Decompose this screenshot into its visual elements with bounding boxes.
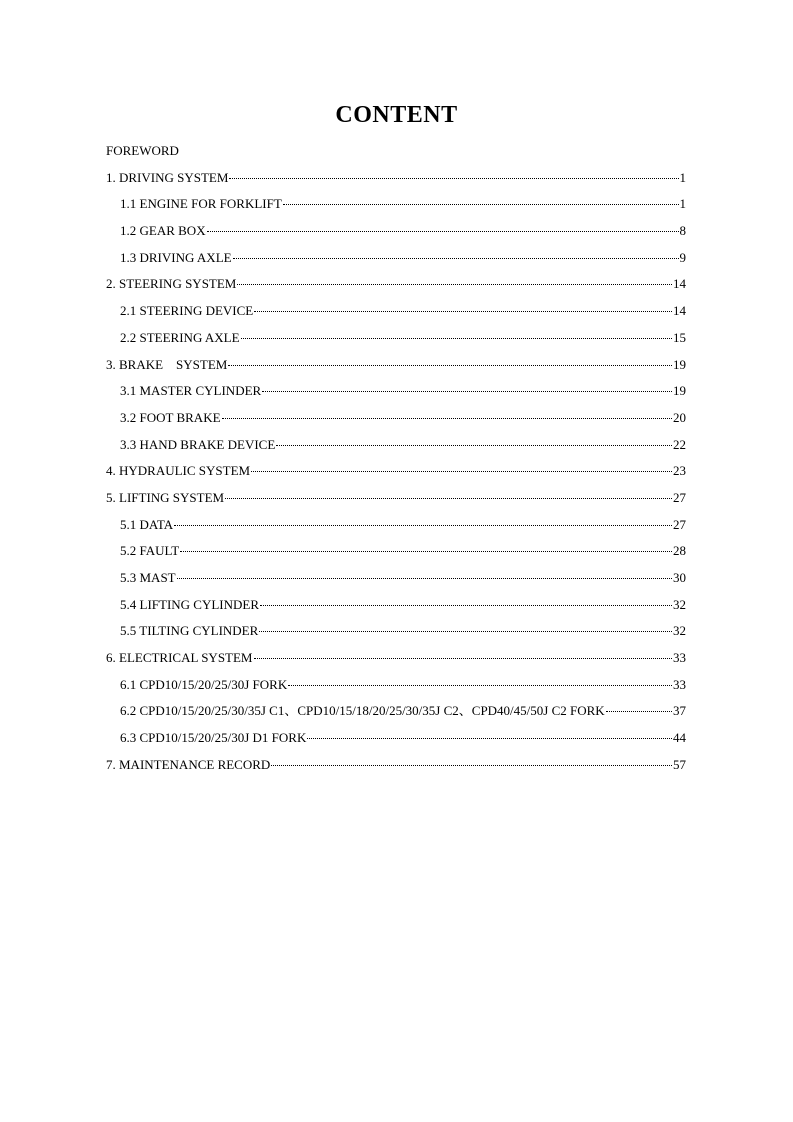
dot-leader [260, 604, 672, 606]
dot-leader [237, 283, 672, 285]
toc-entry-label: 5.5 TILTING CYLINDER [120, 623, 259, 639]
toc-entry-page-number: 19 [673, 383, 686, 399]
toc-entry-page-number: 33 [673, 676, 686, 692]
toc-entry-page-number: 22 [673, 436, 686, 452]
toc-entry-label: 1.1 ENGINE FOR FORKLIFT [120, 196, 282, 212]
toc-entry[interactable] [106, 378, 686, 405]
toc-entry-page-number: 14 [673, 303, 686, 319]
toc-entry-page-number: 20 [673, 409, 686, 425]
toc-entry[interactable] [106, 271, 686, 298]
toc-entry[interactable] [106, 565, 686, 592]
toc-entry-label: 3.2 FOOT BRAKE [120, 409, 221, 425]
dot-leader [180, 550, 672, 552]
toc-entry[interactable] [106, 698, 686, 725]
toc-entry[interactable] [106, 352, 686, 379]
toc-entry-page-number: 1 [679, 169, 686, 185]
dot-leader [233, 257, 679, 259]
toc-entry-label: 5.3 MAST [120, 570, 176, 585]
toc-entry-page-number: 8 [679, 223, 686, 239]
toc-entry-label: 1.3 DRIVING AXLE [120, 249, 232, 265]
dot-leader [241, 337, 672, 339]
dot-leader [259, 630, 672, 632]
toc-entry-label: 5.2 FAULT [120, 543, 180, 559]
toc-entry-label: 3.1 MASTER CYLINDER [120, 383, 262, 399]
toc-entry[interactable] [106, 325, 686, 352]
dot-leader [174, 524, 672, 526]
toc-entry-label: 5.4 LIFTING CYLINDER [120, 596, 260, 612]
toc-entry-label: 6.3 CPD10/15/20/25/30J D1 FORK [120, 730, 307, 746]
toc-entry-page-number: 30 [673, 570, 686, 585]
toc-entry[interactable] [106, 752, 686, 779]
toc-entry-page-number: 57 [673, 756, 686, 772]
dot-leader [251, 470, 672, 472]
toc-entry-page-number: 15 [673, 329, 686, 345]
toc-entry-label: 7. MAINTENANCE RECORD [106, 756, 271, 772]
toc-entry-page-number: 19 [673, 356, 686, 372]
toc-entry-label: 6.2 CPD10/15/20/25/30/35J C1、CPD10/15/18/20/25/30/35J C2、CPD40/45/50J C2 FORK [120, 703, 605, 719]
toc-entry-label: 2.1 STEERING DEVICE [120, 303, 254, 319]
toc-entry-label: 2.2 STEERING AXLE [120, 329, 240, 345]
dot-leader [228, 364, 672, 366]
toc-entry-label: 5. LIFTING SYSTEM [106, 489, 225, 505]
dot-leader [606, 710, 672, 712]
toc-entry-page-number: 28 [673, 543, 686, 559]
dot-leader [276, 444, 672, 446]
dot-leader [177, 577, 672, 579]
toc-entry-page-number: 27 [673, 489, 686, 505]
page-title: CONTENT [335, 102, 458, 128]
toc-entry[interactable] [106, 191, 686, 218]
toc-entry[interactable] [106, 165, 686, 192]
toc-entry-label: 2. STEERING SYSTEM [106, 276, 237, 292]
toc-entry-page-number: 23 [673, 463, 686, 479]
dot-leader [262, 390, 672, 392]
toc-entry[interactable] [106, 245, 686, 272]
toc-entry-label: 3.3 HAND BRAKE DEVICE [120, 436, 276, 452]
dot-leader [307, 737, 672, 739]
dot-leader [271, 764, 672, 766]
toc-entry[interactable] [106, 485, 686, 512]
toc-entry[interactable] [106, 672, 686, 699]
dot-leader [254, 657, 673, 659]
dot-leader [288, 684, 672, 686]
dot-leader [207, 230, 679, 232]
toc-entry-page-number: 14 [673, 276, 686, 292]
dot-leader [254, 310, 672, 312]
toc-entry[interactable] [106, 458, 686, 485]
dot-leader [225, 497, 672, 499]
toc-entry-label: 3. BRAKE SYSTEM [106, 356, 228, 372]
toc-entry-label: 6.1 CPD10/15/20/25/30J FORK [120, 676, 288, 692]
toc-entry-label: 1.2 GEAR BOX [120, 223, 206, 239]
toc-entry-page-number: 33 [673, 650, 686, 666]
toc-entry-page-number: 44 [673, 730, 686, 746]
dot-leader [222, 417, 672, 419]
dot-leader [283, 203, 679, 205]
toc-entry[interactable] [106, 432, 686, 459]
toc-entry[interactable] [106, 405, 686, 432]
toc-entry[interactable] [106, 538, 686, 565]
toc-entry[interactable] [106, 725, 686, 752]
toc-entry-page-number: 1 [679, 196, 686, 212]
toc-entry-label: 5.1 DATA [120, 516, 174, 532]
toc-entry[interactable] [106, 138, 686, 165]
toc-entry-label: FOREWORD [106, 143, 179, 158]
toc-entry-page-number: 32 [673, 596, 686, 612]
toc-entry-page-number: 27 [673, 516, 686, 532]
toc-entry-label: 4. HYDRAULIC SYSTEM [106, 463, 251, 479]
toc-entry[interactable] [106, 645, 686, 672]
toc-entry[interactable] [106, 218, 686, 245]
dot-leader [229, 177, 678, 179]
toc-entry[interactable] [106, 512, 686, 539]
toc-entry-label: 6. ELECTRICAL SYSTEM [106, 650, 253, 666]
toc-entry[interactable] [106, 618, 686, 645]
toc-entry-page-number: 32 [673, 623, 686, 639]
toc-entry[interactable] [106, 298, 686, 325]
toc-entry-label: 1. DRIVING SYSTEM [106, 169, 229, 185]
table-of-contents [106, 138, 686, 779]
toc-entry[interactable] [106, 592, 686, 619]
toc-entry-page-number: 9 [679, 249, 686, 265]
toc-entry-page-number: 37 [673, 703, 686, 719]
